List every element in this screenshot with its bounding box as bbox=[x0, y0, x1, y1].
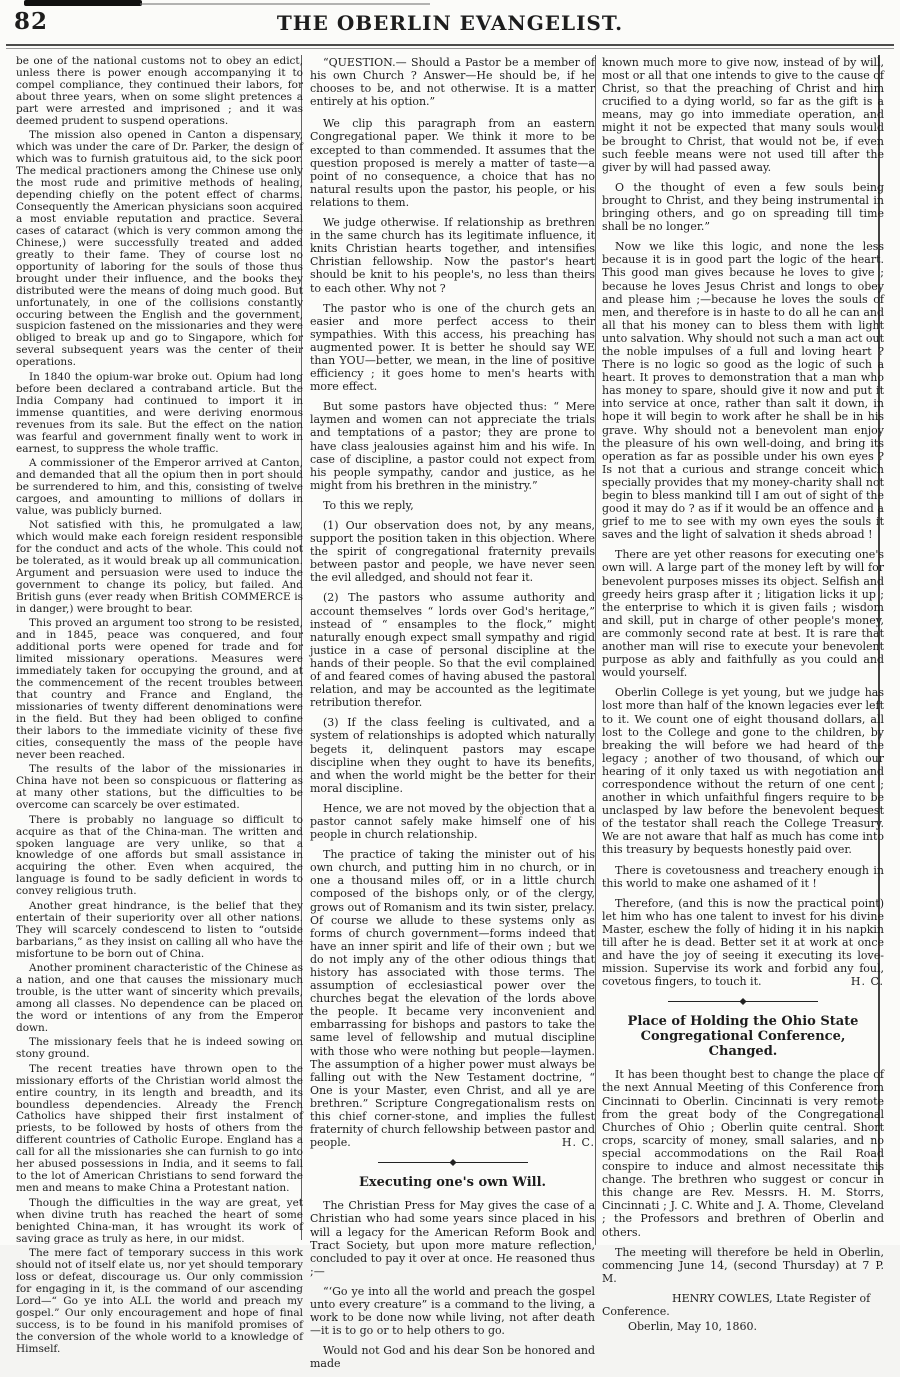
paragraph: Hence, we are not moved by the objection that a pastor cannot safely make himself one of his people in church relationship. bbox=[310, 801, 595, 842]
paragraph: O the thought of even a few souls being brought to Christ, and they being instrumental in bringing others, and go on spreading till time shall be no longer.” bbox=[602, 180, 884, 234]
column-separator-2 bbox=[595, 55, 596, 1245]
scan-artifact-bar bbox=[24, 0, 142, 6]
paragraph: A commissioner of the Emperor arrived at Canton, and demanded that all the opium then in port should be surrendered to him, and this, consisting of twelve cargoes, and amounting to millions of dollars in value, was publicly burned. bbox=[16, 456, 303, 517]
paragraph: (2) The pastors who assume authority and account themselves “ lords over God's heritage,” instead of “ ensamples to the flock,” might naturally enough expect small sympathy and rigid justice in a case of personal discipline at the hands of their people. So that the evil complained of and feared comes of having abused the pastoral relation, and may be accounted as the legitimate retribution therefor. bbox=[310, 591, 595, 710]
section-divider bbox=[378, 1157, 528, 1168]
paragraph: But some pastors have objected thus: “ Mere laymen and women can not appreciate the trials and temptations of a pastor; they are prone to have class jealousies against him and his wife. In case of discipline, a pastor could not expect from his people sympathy, candor and justice, as he might from his brethren in the ministry.” bbox=[310, 400, 595, 492]
paragraph: There is covetousness and treachery enough in this world to make one ashamed of it ! bbox=[602, 863, 884, 890]
paragraph: We judge otherwise. If relationship as brethren in the same church has its legitimate influence, it knits Christian hearts together, and intensifies Christian fellowship. Now the pastor's heart should be knit to his people's, no less than theirs to each other. Why not ? bbox=[310, 216, 595, 295]
paragraph: The mission also opened in Canton a dispensary, which was under the care of Dr. Parker, the design of which was to furnish gratuitous aid, to the sick poor. The medical practioners among the Chinese use only the most rude and primitive methods of healing, depending chiefly on the potent effect of charms. Consequently the American physicians soon acquired a most enviable reputation and practice. Several cases of cataract (which is very common among the Chinese,) were successfully treated and added greatly to their fame. They of course lost no opportunity of laboring for the souls of those thus brought under their influence, and the books they distributed were the means of doing much good. But unfortunately, in one of the collisions constantly occuring between the English and the government, suspicion fastened on the missionaries and they were obliged to break up and go to Singapore, which for several subsequent years was the center of their operations. bbox=[16, 129, 303, 369]
article-heading: Executing one's own Will. bbox=[358, 1175, 547, 1191]
paragraph: The mere fact of temporary success in this work should not of itself elate us, nor yet should temporary loss or defeat, discourage us. Our only commission for engaging in it, is the command of our ascending Lord—“ Go ye into ALL the world and preach my gospel.” Our only encouragement and hope of final success, is to be found in his manifold promises of the conversion of the whole world to a knowledge of Himself. bbox=[16, 1246, 303, 1355]
scan-artifact-line bbox=[140, 3, 430, 5]
paragraph: The Christian Press for May gives the case of a Christian who had some years since placed in his will a legacy for the American Reform Book and Tract Society, but upon more mature reflection, concluded to pay it over at once. He reasoned thus ;— bbox=[310, 1199, 595, 1278]
paragraph: (3) If the class feeling is cultivated, and a system of relationships is adopted which naturally begets it, delinquent pastors may escape discipline when they ought to have its benefits, and when the world might be the better for their moral discipline. bbox=[310, 716, 595, 795]
paragraph: The meeting will therefore be held in Oberlin, commencing June 14, (second Thursday) at 7 P. M. bbox=[602, 1245, 884, 1285]
paragraph: The practice of taking the minister out of his own church, and putting him in no church, or in one a thousand miles off, or in a little church composed of the bishops only, or of the clergy, grows out of Romanism and its twin sister, prelacy. Of course we allude to these systems only as forms of church government—forms indeed that have an inner spirit and life of their own ; but we do not imply any of the other odious things that history has associated with those terms. The assumption of ecclesiastical power over the churches begat the elevation of the lords above the people. It became very inconvenient and embarrassing for bishops and pastors to take the same level of fellowship and mutual discipline with those who were nothing but people—laymen. The assumption of a higher power must always be falling out with the New Testament doctrine, “ One is your Master, even Christ, and all ye are brethren.” Scripture Congregationalism rests on this chief corner-stone, and implies the fullest fraternity of church fellowship between pastor and people. H. C. bbox=[310, 848, 595, 1150]
page-number: 82 bbox=[14, 8, 49, 35]
paragraph: We clip this paragraph from an eastern Congregational paper. We think it more to be excepted to than commended. It assumes that the question proposed is merely a matter of taste—a point of no consequence, a choice that has no natural results upon the pastor, his people, or his relations to them. bbox=[310, 117, 595, 209]
paragraph: In 1840 the opium-war broke out. Opium had long before been declared a contraband article. But the India Company had continued to import it in immense quantities, and were deriving enormous revenues from its sale. But the effect on the nation was fearful and government finally went to work in earnest, to suppress the whole traffic. bbox=[16, 370, 303, 455]
paragraph: “QUESTION.— Should a Pastor be a member of his own Church ? Answer—He should be, if he chooses to be, and not otherwise. It is a matter entirely at his option.” bbox=[310, 56, 595, 109]
column-3 bbox=[602, 56, 884, 1340]
paragraph: Now we like this logic, and none the less because it is in good part the logic of the heart. This good man gives because he loves to give ; because he loves Jesus Christ and longs to obey and please him ;—because he loves the souls of men, and therefore is in haste to do all he can and all that his money can to bless them with light unto salvation. Why should not such a man act out the noble impulses of a full and loving heart ? There is no logic so good as the logic of such a heart. It proves to demonstration that a man who has money to spare, should give it now and put it into service at once, rather than salt it down, in hope it will begin to work after he shall be in his grave. Why should not a benevolent man enjoy the pleasure of his own well-doing, and bring its operation as far as possible under his own eyes ? Is not that a curious and strange conceit which specially provides that my money-charity shall not begin to bless mankind till I am out of sight of the good it may do ? as if it would be an offence and a grief to me to see with my own eyes the souls it saves and the light of salvation it sheds abroad ! bbox=[602, 240, 884, 542]
paragraph: “‘Go ye into all the world and preach the gospel unto every creature” is a command to the living, a work to be done now while living, not after death—it is to go or to help others to go. bbox=[310, 1284, 595, 1338]
paragraph: This proved an argument too strong to be resisted, and in 1845, peace was conquered, and four additional ports were opened for trade and for limited missionary operations. Measures were immediately taken for occupying the ground, and at the commencement of the recent troubles between that country and France and England, the missionaries of twenty different denominations were in the field. But they had been obliged to confine their labors to the immediate vicinity of these five cities, consequently the mass of the people have never been reached. bbox=[16, 617, 303, 761]
masthead-title: THE OBERLIN EVANGELIST. bbox=[276, 11, 624, 35]
divider-diamond-icon bbox=[739, 998, 746, 1005]
paragraph: To this we reply, bbox=[323, 498, 414, 512]
paragraph: The pastor who is one of the church gets an easier and more perfect access to their sympathies. With this access, his preaching has augmented power. It is better he should say WE than YOU—better, we mean, in the line of positive efficiency ; it goes home to men's hearts with more effect. bbox=[310, 301, 595, 394]
paragraph: The recent treaties have thrown open to the missionary efforts of the Christian world almost the entire country, in its length and breadth, and its boundless dependencies. Already the French Catholics have shipped their first instalment of priests, to be followed by hosts of others from the different countries of Catholic Europe. England has a call for all the missionaries she can furnish to go into her abused possessions in India, and it seems to fall to the lot of American Christians to send forward the men and means to make China a Protestant nation. bbox=[16, 1062, 303, 1195]
paragraph: Though the difficulties in the way are great, yet when divine truth has reached the heart of some benighted China-man, it has wrought its work of saving grace as truly as here, in our midst. bbox=[16, 1196, 303, 1245]
author-initials: H. C. bbox=[850, 975, 884, 989]
paragraph: Oberlin College is yet young, but we judge has lost more than half of the known legacies ever left to it. We count one of eight thousand dollars, all lost to the College and gone to the children, by breaking the will before we had heard of the legacy ; another of two thousand, of which our hearing of it only taxed us with negotiation and correspondence without the return of one cent ; another in which unfaithful fingers require to be unclasped by law before the benevolent bequest of the testator shall reach the College Treasury. We are not aware that half as much has come into this treasury by bequests honestly paid over. bbox=[602, 686, 884, 857]
paragraph: Not satisfied with this, he promulgated a law, which would make each foreign resident responsible for the conduct and acts of the whole. This could not be tolerated, as it would break up all communication. Argument and persuasion were used to induce the government to change its policy, but failed. And British guns (ever ready when British COMMERCE is in danger,) were brought to bear. bbox=[16, 519, 303, 615]
divider-diamond-icon bbox=[449, 1159, 456, 1166]
article-heading: Place of Holding the Ohio State Congregational Conference, Changed. bbox=[627, 1014, 859, 1060]
author-initials: H. C. bbox=[561, 1136, 595, 1150]
paragraph: known much more to give now, instead of by will, most or all that one intends to give to the cause of Christ, so that the preaching of Christ and him crucified to a dying world, so far as the gift is a means, may go into immediate operation, and might it not be expected that many souls would be brought to Christ, that would not be, if even such feeble means were not used till after the giver by will had passed away. bbox=[602, 56, 884, 174]
paragraph: Oberlin, May 10, 1860. bbox=[628, 1320, 757, 1334]
header-rule-thin bbox=[6, 48, 894, 49]
paragraph: Another great hindrance, is the belief that they entertain of their superiority over all other nations. They will scarcely condescend to listen to “outside barbarians,” as they insist on calling all who have the misfortune to be born out of China. bbox=[16, 899, 303, 960]
column-2 bbox=[310, 56, 595, 1377]
paragraph: (1) Our observation does not, by any means, support the position taken in this objection. Where the spirit of congregational fraternity prevails between pastor and people, we have never seen the evil alledged, and should not fear it. bbox=[310, 519, 595, 585]
paragraph: Therefore, (and this is now the practical point) let him who has one talent to invest for his divine Master, eschew the folly of hiding it in his napkin till after he is dead. Better set it at work at once and have the joy of seeing it executing its love-mission. Supervise its work and forbid any foul, covetous fingers, to touch it. H. C. bbox=[602, 896, 884, 989]
paragraph: It has been thought best to change the place of the next Annual Meeting of this Conference from Cincinnati to Oberlin. Cincinnati is very remote from the great body of the Congregational Churches of Ohio ; Oberlin quite central. Short crops, scarcity of money, small salaries, and no special accommodations on the Rail Road conspire to induce and almost necessitate this change. The brethren who suggest or concur in this change are Rev. Messrs. H. M. Storrs, Cincinnati ; J. C. White and J. A. Thome, Cleveland ; the Professors and brethren of Oberlin and others. bbox=[602, 1068, 884, 1239]
paragraph: Another prominent characteristic of the Chinese as a nation, and one that causes the missionary much trouble, is the utter want of sincerity which prevails, among all classes. No dependence can be placed on the word or intentions of any from the Emperor down. bbox=[16, 962, 303, 1034]
paragraph: There are yet other reasons for executing one's own will. A large part of the money left by will for benevolent purposes misses its object. Selfish and greedy heirs grasp after it ; litigation licks it up ; the enterprise to which it is given fails ; wisdom and skill, put in charge of other people's money, are commonly second rate at best. It is rare that another man will rise to execute your benevolent purpose as ably and faithfully as you could and would yourself. bbox=[602, 548, 884, 680]
paragraph: The results of the labor of the missionaries in China have not been so conspicuous or flattering as at many other stations, but the difficulties to be overcome can scarcely be over estimated. bbox=[16, 763, 303, 812]
paragraph: The missionary feels that he is indeed sowing on stony ground. bbox=[16, 1036, 303, 1061]
paragraph: Would not God and his dear Son be honored and made bbox=[310, 1344, 595, 1371]
column-1 bbox=[16, 56, 303, 1358]
section-divider bbox=[668, 996, 818, 1007]
paragraph: There is probably no language so difficult to acquire as that of the China-man. The written and spoken language are very unlike, so that a knowledge of one affords but small assistance in acquiring the other. Even when acquired, the language is found to be sadly deficient in words to convey religious truth. bbox=[16, 813, 303, 898]
paragraph: HENRY COWLES, Ltate Register of Conference. bbox=[602, 1291, 871, 1318]
paragraph: be one of the national customs not to obey an edict, unless there is power enough accompanying it to compel compliance, they continued their labors, for about three years, when on some slight pretences a part were arrested and imprisoned ; and it was deemed prudent to suspend operations. bbox=[16, 55, 303, 127]
header-rule-thick bbox=[6, 44, 894, 46]
